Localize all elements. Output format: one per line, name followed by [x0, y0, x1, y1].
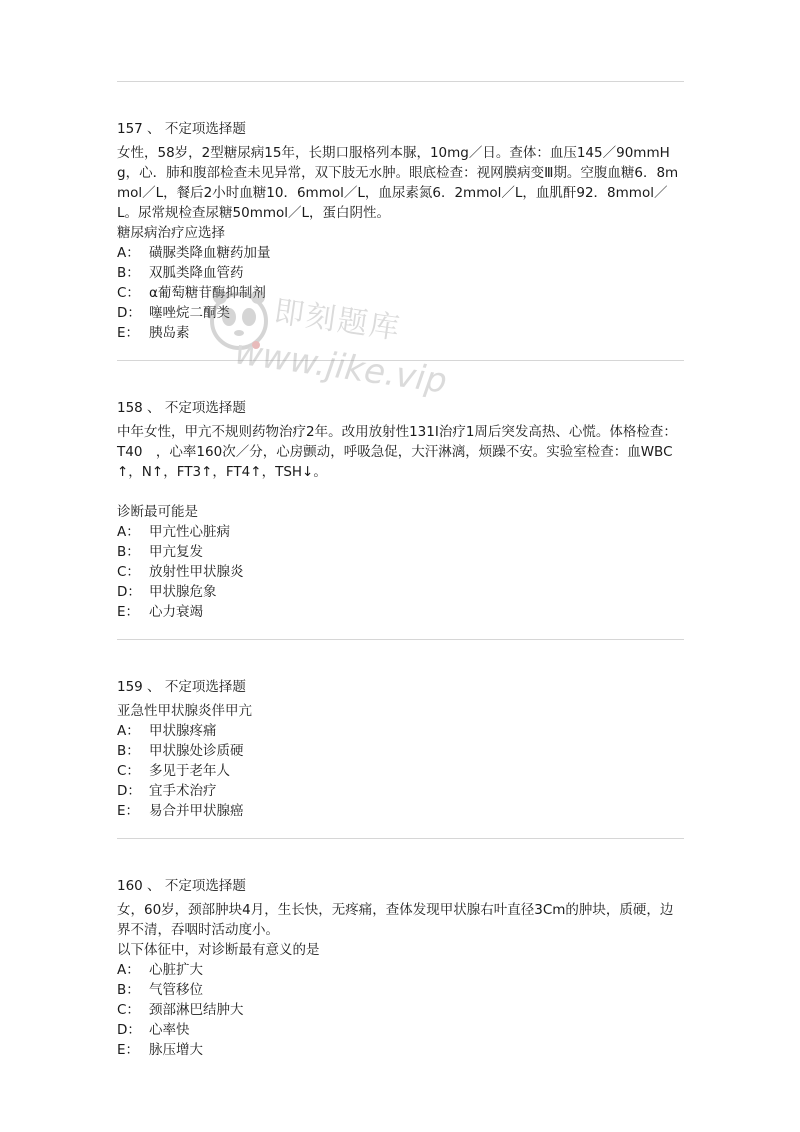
question-header: 158 、 不定项选择题 — [117, 400, 246, 416]
option-text: 胰岛素 — [149, 325, 190, 341]
question-prompt: 糖尿病治疗应选择 — [117, 225, 225, 241]
option-text: 颈部淋巴结肿大 — [149, 1002, 244, 1018]
option-b[interactable] — [117, 263, 684, 283]
question-157 — [117, 119, 684, 343]
option-text: 心率快 — [149, 1022, 190, 1038]
option-letter: E： — [117, 1042, 140, 1058]
divider — [117, 81, 684, 82]
option-e[interactable] — [117, 323, 684, 343]
question-header: 157 、 不定项选择题 — [117, 121, 246, 137]
divider — [117, 360, 684, 361]
option-text: 甲状腺疼痛 — [149, 723, 217, 739]
option-text: 甲状腺危象 — [149, 584, 217, 600]
option-text: 心力衰竭 — [149, 604, 203, 620]
option-c[interactable] — [117, 1000, 684, 1020]
option-letter: A： — [117, 245, 140, 261]
option-c[interactable] — [117, 761, 684, 781]
option-e[interactable] — [117, 801, 684, 821]
question-header: 159 、 不定项选择题 — [117, 679, 246, 695]
option-text: 多见于老年人 — [149, 763, 230, 779]
question-stem: 亚急性甲状腺炎伴甲亢 — [117, 703, 252, 719]
option-letter: D： — [117, 783, 141, 799]
option-text: 气管移位 — [149, 982, 203, 998]
option-letter: A： — [117, 962, 140, 978]
question-header: 160 、 不定项选择题 — [117, 878, 246, 894]
option-letter: C： — [117, 285, 140, 301]
option-b[interactable] — [117, 542, 684, 562]
option-text: 甲亢性心脏病 — [149, 524, 230, 540]
option-text: 脉压增大 — [149, 1042, 203, 1058]
option-letter: E： — [117, 325, 140, 341]
option-d[interactable] — [117, 1020, 684, 1040]
option-text: α葡萄糖苷酶抑制剂 — [149, 285, 266, 301]
option-text: 甲状腺处诊质硬 — [149, 743, 244, 759]
option-letter: D： — [117, 1022, 141, 1038]
question-stem: 女性，58岁，2型糖尿病15年，长期口服格列本脲，10mg／日。查体：血压145／90mmHg，心．肺和腹部检查未见异常，双下肢无水肿。眼底检查：视网膜病变Ⅲ期。空腹血糖6．8mmol／L，餐后2小时血糖10．6mmol／L，血尿素氮6．2mmol／L，血肌酐92．8mmol／L。尿常规检查尿糖50mmol／L，蛋白阴性。 — [117, 145, 679, 221]
divider — [117, 838, 684, 839]
option-letter: A： — [117, 723, 140, 739]
option-letter: C： — [117, 564, 140, 580]
divider — [117, 639, 684, 640]
option-letter: C： — [117, 1002, 140, 1018]
option-letter: E： — [117, 604, 140, 620]
option-letter: B： — [117, 265, 140, 281]
option-letter: A： — [117, 524, 140, 540]
question-158 — [117, 398, 684, 622]
question-160 — [117, 876, 684, 1060]
option-letter: C： — [117, 763, 140, 779]
question-prompt: 以下体征中，对诊断最有意义的是 — [117, 942, 320, 958]
option-letter: B： — [117, 982, 140, 998]
option-letter: B： — [117, 544, 140, 560]
option-text: 心脏扩大 — [149, 962, 203, 978]
option-letter: D： — [117, 584, 141, 600]
option-letter: D： — [117, 305, 141, 321]
option-text: 甲亢复发 — [149, 544, 203, 560]
option-text: 噻唑烷二酮类 — [149, 305, 230, 321]
option-a[interactable] — [117, 243, 684, 263]
option-b[interactable] — [117, 741, 684, 761]
watermark-brand-text: 即刻题库 — [271, 294, 404, 347]
option-d[interactable] — [117, 582, 684, 602]
question-prompt: 诊断最可能是 — [117, 504, 198, 520]
option-letter: B： — [117, 743, 140, 759]
option-text: 易合并甲状腺癌 — [149, 803, 244, 819]
option-text: 磺脲类降血糖药加量 — [149, 245, 271, 261]
question-stem: 中年女性，甲亢不规则药物治疗2年。改用放射性131I治疗1周后突发高热、心慌。体格检查：T40 ，心率160次／分，心房颤动，呼吸急促，大汗淋漓，烦躁不安。实验室检查：血WBC↑，N↑，FT3↑，FT4↑，TSH↓。 — [117, 424, 677, 480]
option-letter: E： — [117, 803, 140, 819]
option-text: 放射性甲状腺炎 — [149, 564, 244, 580]
option-a[interactable] — [117, 522, 684, 542]
option-e[interactable] — [117, 1040, 684, 1060]
option-c[interactable] — [117, 283, 684, 303]
option-text: 双胍类降血管药 — [149, 265, 244, 281]
option-a[interactable] — [117, 960, 684, 980]
option-c[interactable] — [117, 562, 684, 582]
option-e[interactable] — [117, 602, 684, 622]
question-159 — [117, 677, 684, 821]
option-d[interactable] — [117, 303, 684, 323]
option-a[interactable] — [117, 721, 684, 741]
option-text: 宜手术治疗 — [149, 783, 217, 799]
option-d[interactable] — [117, 781, 684, 801]
option-b[interactable] — [117, 980, 684, 1000]
watermark-url-text: www.jike.vip — [232, 332, 450, 402]
question-stem: 女，60岁，颈部肿块4月，生长快，无疼痛，查体发现甲状腺右叶直径3Cm的肿块，质硬，边界不清，吞咽时活动度小。 — [117, 902, 674, 938]
